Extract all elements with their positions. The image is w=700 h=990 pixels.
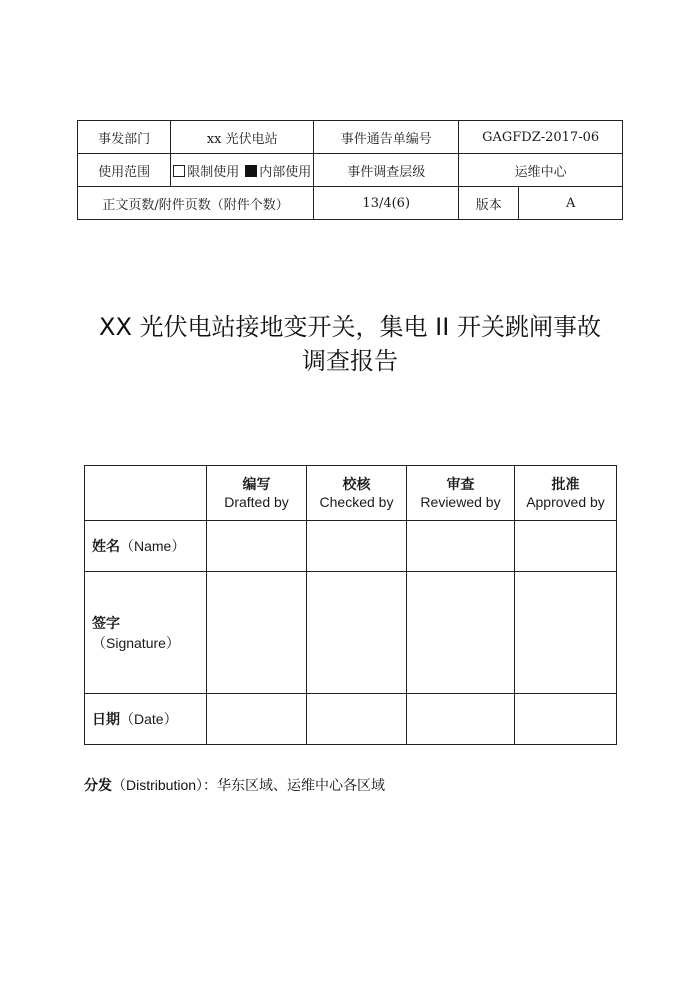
scope-restricted-label: 限制使用 — [187, 164, 240, 180]
notice-no-label: 事件通告单编号 — [314, 121, 459, 154]
level-label: 事件调查层级 — [314, 154, 459, 187]
scope-label: 使用范围 — [78, 154, 171, 187]
distribution-line — [84, 775, 385, 795]
report-title-line2: 调查报告 — [302, 347, 398, 375]
header-approved-cn: 批准 — [551, 476, 580, 492]
approval-row-name — [85, 521, 617, 572]
row-label-date — [85, 694, 207, 745]
approval-table — [84, 465, 617, 745]
date-approved-cell[interactable] — [515, 694, 617, 745]
row-label-name-cn: 姓名 — [92, 538, 120, 554]
date-drafted-cell[interactable] — [207, 694, 307, 745]
header-checked-en: Checked by — [319, 494, 394, 510]
row-label-date-cn: 日期 — [92, 711, 120, 727]
row-label-name — [85, 521, 207, 572]
header-drafted — [207, 466, 307, 521]
header-reviewed — [407, 466, 515, 521]
date-reviewed-cell[interactable] — [407, 694, 515, 745]
name-checked-cell[interactable] — [307, 521, 407, 572]
document-info-table — [77, 120, 623, 220]
header-reviewed-en: Reviewed by — [420, 494, 501, 510]
signature-reviewed-cell[interactable] — [407, 572, 515, 694]
row-label-signature — [85, 572, 207, 694]
row-label-name-en: （Name） — [120, 538, 186, 554]
pages-label: 正文页数/附件页数（附件个数） — [78, 187, 314, 220]
date-checked-cell[interactable] — [307, 694, 407, 745]
level-value: 运维中心 — [459, 154, 623, 187]
header-reviewed-cn: 审查 — [446, 476, 475, 492]
checked-box-icon — [245, 165, 257, 177]
name-approved-cell[interactable] — [515, 521, 617, 572]
approval-row-signature — [85, 572, 617, 694]
dept-label: 事发部门 — [78, 121, 171, 154]
row-label-date-en: （Date） — [120, 711, 178, 727]
report-title-line1: XX 光伏电站接地变开关，集电 II 开关跳闸事故 — [99, 313, 601, 341]
header-checked — [307, 466, 407, 521]
header-drafted-cn: 编写 — [242, 476, 271, 492]
approval-corner-cell — [85, 466, 207, 521]
dept-value: xx 光伏电站 — [171, 121, 314, 154]
info-row-scope — [78, 154, 623, 187]
distribution-label: 分发 — [84, 777, 112, 793]
pages-value: 13/4(6) — [314, 187, 459, 220]
row-label-signature-cn: 签字 — [92, 614, 120, 631]
signature-checked-cell[interactable] — [307, 572, 407, 694]
signature-approved-cell[interactable] — [515, 572, 617, 694]
info-row-pages — [78, 187, 623, 220]
header-drafted-en: Drafted by — [224, 494, 289, 510]
scope-internal-label: 内部使用 — [259, 164, 312, 180]
row-label-signature-en: （Signature） — [92, 634, 180, 651]
version-value: A — [519, 187, 623, 220]
approval-header-row — [85, 466, 617, 521]
approval-row-date — [85, 694, 617, 745]
notice-no-value: GAGFDZ-2017-06 — [459, 121, 623, 154]
header-checked-cn: 校核 — [342, 476, 371, 492]
name-drafted-cell[interactable] — [207, 521, 307, 572]
version-label: 版本 — [459, 187, 519, 220]
unchecked-box-icon — [173, 165, 185, 177]
report-title — [40, 310, 660, 378]
name-reviewed-cell[interactable] — [407, 521, 515, 572]
signature-drafted-cell[interactable] — [207, 572, 307, 694]
header-approved-en: Approved by — [526, 494, 605, 510]
info-row-department — [78, 121, 623, 154]
scope-options — [171, 154, 314, 187]
distribution-value: 华东区域、运维中心各区域 — [217, 777, 386, 793]
header-approved — [515, 466, 617, 521]
distribution-label-en: （Distribution）： — [112, 777, 218, 793]
